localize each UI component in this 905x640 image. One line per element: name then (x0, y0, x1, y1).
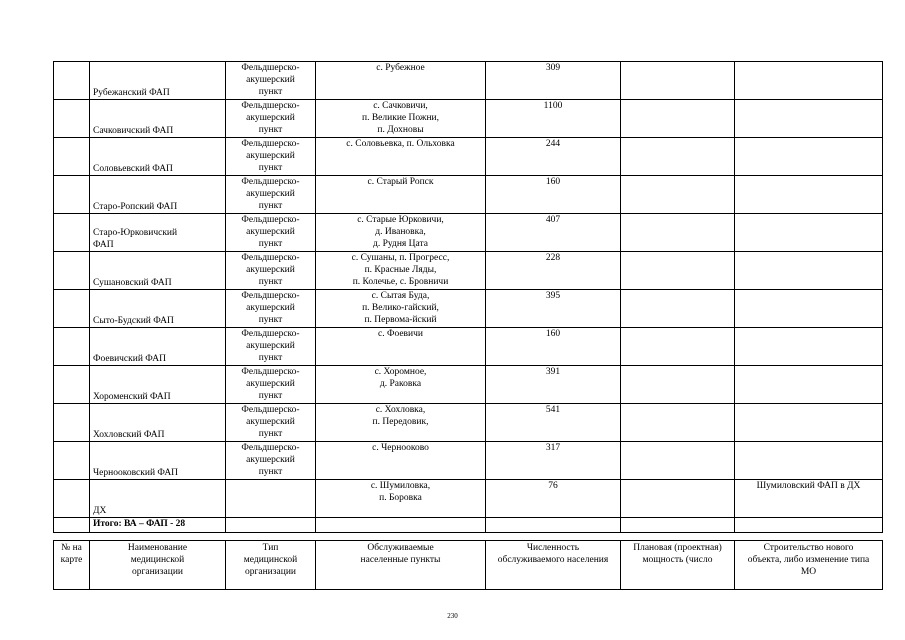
population: 317 (486, 442, 621, 480)
header-capacity: Плановая (проектная) мощность (число (621, 541, 735, 590)
facility-name: Сыто-Будский ФАП (90, 290, 226, 328)
population: 76 (486, 480, 621, 518)
row-num (54, 404, 90, 442)
settlements: с. Фоевичи (316, 328, 486, 366)
total-cell (621, 518, 735, 533)
facility-type: Фельдшерско- акушерский пункт (226, 176, 316, 214)
settlements: с. Рубежное (316, 62, 486, 100)
change-note (735, 252, 883, 290)
population: 309 (486, 62, 621, 100)
header-settlements: Обслуживаемые населенные пункты (316, 541, 486, 590)
population: 391 (486, 366, 621, 404)
capacity (621, 366, 735, 404)
capacity (621, 176, 735, 214)
capacity (621, 100, 735, 138)
table-row (54, 404, 883, 442)
total-cell (54, 518, 90, 533)
header-population: Численность обслуживаемого населения (486, 541, 621, 590)
population: 395 (486, 290, 621, 328)
facility-type: Фельдшерско- акушерский пункт (226, 328, 316, 366)
settlements: с. Старый Ропск (316, 176, 486, 214)
capacity (621, 404, 735, 442)
change-note (735, 442, 883, 480)
row-num (54, 138, 90, 176)
table-row (54, 252, 883, 290)
table-row (54, 62, 883, 100)
total-label: Итого: ВА – ФАП - 28 (90, 518, 226, 533)
total-cell (226, 518, 316, 533)
facility-type: Фельдшерско- акушерский пункт (226, 290, 316, 328)
change-note (735, 100, 883, 138)
row-num (54, 176, 90, 214)
facility-type: Фельдшерско- акушерский пункт (226, 138, 316, 176)
settlements: с. Чернооково (316, 442, 486, 480)
total-cell (316, 518, 486, 533)
capacity (621, 290, 735, 328)
settlements: с. Сачковичи, п. Великие Пожни, п. Дохновы (316, 100, 486, 138)
row-num (54, 480, 90, 518)
facility-name: Хороменский ФАП (90, 366, 226, 404)
population: 541 (486, 404, 621, 442)
table-row (54, 176, 883, 214)
capacity (621, 328, 735, 366)
change-note (735, 366, 883, 404)
change-note (735, 290, 883, 328)
settlements: с. Соловьевка, п. Ольховка (316, 138, 486, 176)
facility-name: Сачковичский ФАП (90, 100, 226, 138)
row-num (54, 328, 90, 366)
facility-type: Фельдшерско- акушерский пункт (226, 252, 316, 290)
page-number: 230 (447, 612, 458, 620)
capacity (621, 138, 735, 176)
table-row (54, 442, 883, 480)
facility-type: Фельдшерско- акушерский пункт (226, 100, 316, 138)
facility-name: Соловьевский ФАП (90, 138, 226, 176)
table-row (54, 328, 883, 366)
settlements: с. Старые Юрковичи, д. Ивановка, д. Рудня Цата (316, 214, 486, 252)
row-num (54, 252, 90, 290)
facility-name: Сушановский ФАП (90, 252, 226, 290)
row-num (54, 100, 90, 138)
settlements: с. Сытая Буда, п. Велико-гайский, п. Первома-йский (316, 290, 486, 328)
facility-name: Старо-Юрковичский ФАП (90, 214, 226, 252)
change-note (735, 62, 883, 100)
row-num (54, 366, 90, 404)
header-type: Тип медицинской организации (226, 541, 316, 590)
row-num (54, 442, 90, 480)
population: 1100 (486, 100, 621, 138)
capacity (621, 442, 735, 480)
facility-type: Фельдшерско- акушерский пункт (226, 214, 316, 252)
row-num (54, 214, 90, 252)
facilities-table (53, 61, 883, 533)
total-cell (735, 518, 883, 533)
facility-type: Фельдшерско- акушерский пункт (226, 404, 316, 442)
change-note (735, 138, 883, 176)
table-row (54, 366, 883, 404)
population: 160 (486, 176, 621, 214)
population: 244 (486, 138, 621, 176)
facility-type: Фельдшерско- акушерский пункт (226, 442, 316, 480)
settlements: с. Хоромное, д. Раковка (316, 366, 486, 404)
change-note (735, 328, 883, 366)
facility-name: ДХ (90, 480, 226, 518)
total-cell (486, 518, 621, 533)
table-row (54, 480, 883, 518)
facility-name: Хохловский ФАП (90, 404, 226, 442)
header-row (54, 541, 883, 590)
facility-name: Рубежанский ФАП (90, 62, 226, 100)
facility-type: Фельдшерско- акушерский пункт (226, 62, 316, 100)
population: 228 (486, 252, 621, 290)
row-num (54, 290, 90, 328)
change-note (735, 176, 883, 214)
table-row (54, 138, 883, 176)
capacity (621, 214, 735, 252)
capacity (621, 252, 735, 290)
facility-type: Фельдшерско- акушерский пункт (226, 366, 316, 404)
capacity (621, 480, 735, 518)
header-change: Строительство нового объекта, либо изменение типа МО (735, 541, 883, 590)
row-num (54, 62, 90, 100)
change-note (735, 404, 883, 442)
facility-name: Чернооковский ФАП (90, 442, 226, 480)
change-note: Шумиловский ФАП в ДХ (735, 480, 883, 518)
population: 407 (486, 214, 621, 252)
settlements: с. Хохловка, п. Передовик, (316, 404, 486, 442)
header-name: Наименование медицинской организации (90, 541, 226, 590)
table-row (54, 100, 883, 138)
facility-name: Старо-Ропский ФАП (90, 176, 226, 214)
table-header (53, 540, 883, 590)
total-row (54, 518, 883, 533)
table-row (54, 290, 883, 328)
capacity (621, 62, 735, 100)
facility-name: Фоевичский ФАП (90, 328, 226, 366)
settlements: с. Сушаны, п. Прогресс, п. Красные Ляды, п. Колечье, с. Бровничи (316, 252, 486, 290)
table-row (54, 214, 883, 252)
header-num: № на карте (54, 541, 90, 590)
change-note (735, 214, 883, 252)
settlements: с. Шумиловка, п. Боровка (316, 480, 486, 518)
facility-type (226, 480, 316, 518)
population: 160 (486, 328, 621, 366)
